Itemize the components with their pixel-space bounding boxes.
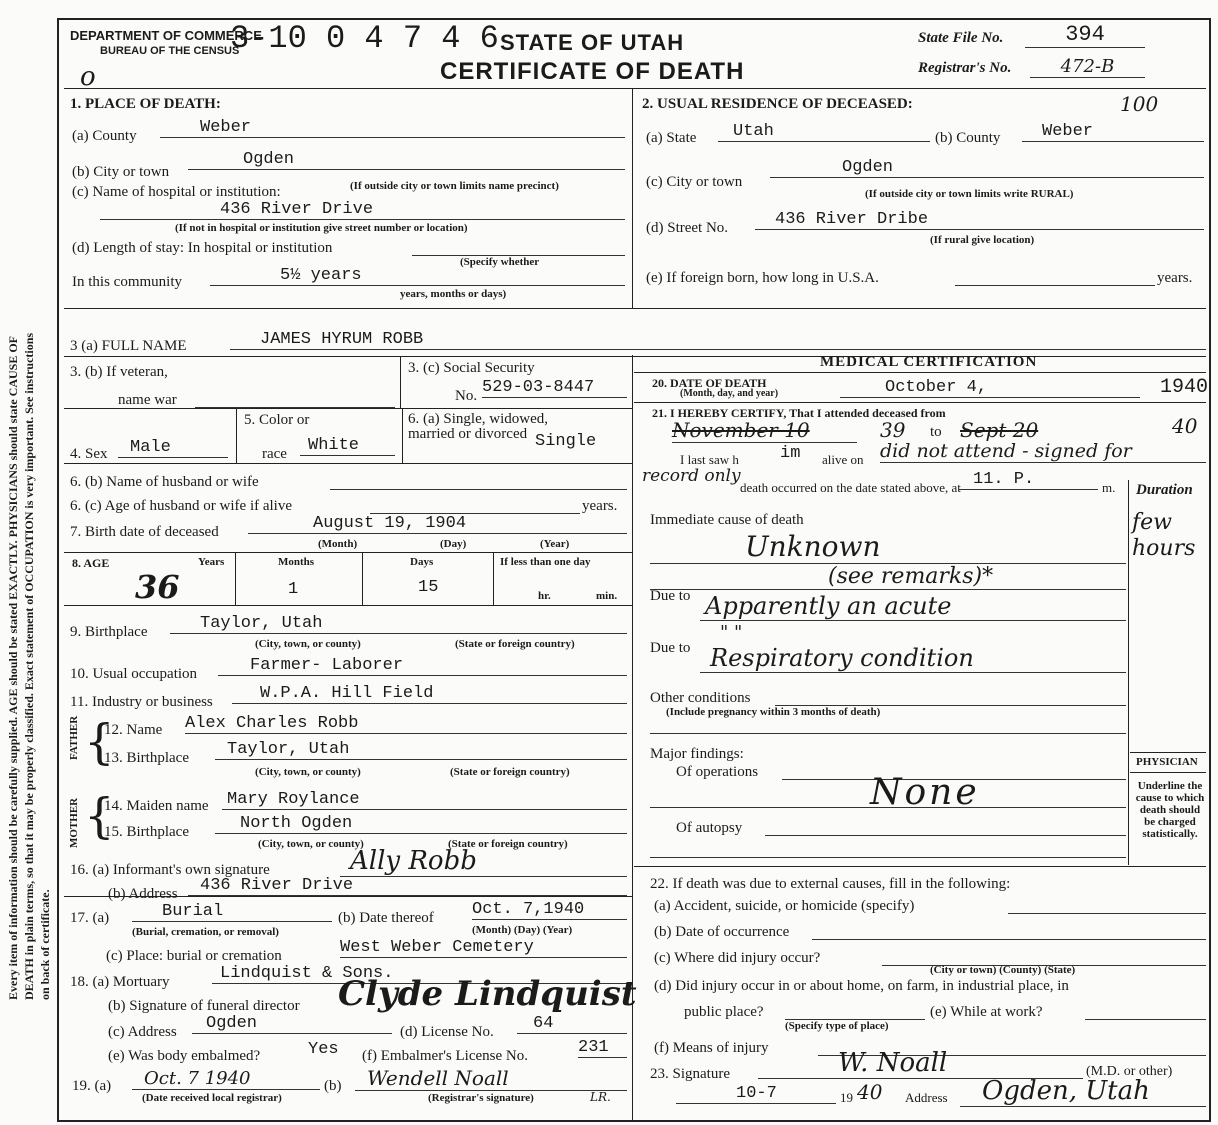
- external-divider: [634, 866, 1206, 867]
- residence-heading: 2. USUAL RESIDENCE OF DECEASED:: [642, 96, 913, 112]
- physician-label: PHYSICIAN: [1136, 756, 1198, 768]
- external-public-label: public place?: [684, 1004, 764, 1020]
- physician-bottom-line: [1130, 772, 1206, 773]
- burial-label: 17. (a): [70, 910, 110, 926]
- dod-year: 1940: [1160, 376, 1209, 399]
- received-date-value: Oct. 7 1940: [132, 1068, 320, 1090]
- birth-date-label: 7. Birth date of deceased: [70, 524, 219, 540]
- spouse-name-label: 6. (b) Name of husband or wife: [70, 474, 259, 490]
- attended-from: November 10: [672, 418, 857, 443]
- birthplace-value: Taylor, Utah: [170, 614, 627, 634]
- father-state-note: (State or foreign country): [450, 766, 570, 778]
- signature-date: 10-7: [676, 1084, 836, 1104]
- race-divider: [402, 408, 403, 463]
- license-label: (d) License No.: [400, 1024, 494, 1040]
- age-less-col: If less than one day: [500, 556, 591, 568]
- color-label: 5. Color or: [244, 412, 310, 428]
- full-name-value: JAMES HYRUM ROBB: [230, 330, 1206, 350]
- informant-address-value: 436 River Drive: [188, 876, 627, 896]
- medical-heading-line: [634, 372, 1206, 373]
- external-where-note: (City or town) (County) (State): [930, 964, 1076, 976]
- signature-year: 40: [857, 1080, 883, 1104]
- dod-label: 20. DATE OF DEATH: [652, 376, 767, 390]
- industry-label: 11. Industry or business: [70, 694, 213, 710]
- death-occurred-label: death occurred on the date stated above, at: [740, 480, 961, 495]
- embalmed-label: (e) Was body embalmed?: [108, 1048, 261, 1064]
- attended-from-year: 39: [880, 418, 906, 442]
- margin-instruction-3: on back of certificate.: [38, 889, 52, 1000]
- spouse-age-label: 6. (c) Age of husband or wife if alive: [70, 498, 293, 514]
- father-name-value: Alex Charles Robb: [185, 714, 627, 734]
- age-divider-3: [493, 552, 494, 605]
- external-work-label: (e) While at work?: [930, 1004, 1043, 1020]
- registrar-suffix: LR.: [590, 1090, 611, 1104]
- embalmer-license-label: (f) Embalmer's License No.: [362, 1048, 528, 1064]
- registrar-label: Registrar's No.: [918, 60, 1012, 76]
- hospital-label: (c) Name of hospital or institution:: [72, 184, 281, 200]
- informant-signature: Ally Robb: [340, 846, 627, 877]
- due-to-2-ditto: " ": [720, 622, 743, 643]
- full-name-label: 3 (a) FULL NAME: [70, 338, 187, 354]
- burial-date-label: (b) Date thereof: [338, 910, 434, 926]
- death-city-label: (b) City or town: [72, 164, 170, 180]
- foreign-years-label: years.: [1157, 270, 1193, 286]
- sex-value: Male: [118, 438, 228, 458]
- registrar-value: 472-B: [1030, 56, 1145, 78]
- hospital-note: (If outside city or town limits name precinct): [350, 180, 559, 192]
- autopsy-line-2: [650, 856, 1126, 858]
- spouse-years-label: years.: [582, 498, 618, 514]
- state-file-label: State File No.: [918, 30, 1004, 46]
- informant-sig-label: 16. (a) Informant's own signature: [70, 862, 270, 878]
- age-years-value: 36: [135, 568, 180, 606]
- burial-place-label: (c) Place: burial or cremation: [106, 948, 282, 964]
- res-street-value: 436 River Dribe: [755, 210, 1204, 230]
- attended-to-year: 40: [1172, 414, 1198, 438]
- top-column-divider: [632, 88, 633, 308]
- record-only-note: record only: [642, 466, 741, 486]
- mother-birthplace-value: North Ogden: [215, 814, 627, 834]
- death-county-label: (a) County: [72, 128, 137, 144]
- signature-address-label: Address: [905, 1090, 948, 1105]
- registrar-sig-note: (Registrar's signature): [428, 1092, 534, 1104]
- father-city-note: (City, town, or county): [255, 766, 361, 778]
- foreign-born-label: (e) If foreign born, how long in U.S.A.: [646, 270, 879, 286]
- external-heading: 22. If death was due to external causes, fill in the following:: [650, 876, 1011, 892]
- embalmed-value: Yes: [308, 1040, 339, 1059]
- bureau-label: BUREAU OF THE CENSUS: [100, 45, 240, 57]
- external-place-note: (Specify type of place): [785, 1020, 889, 1032]
- duration-divider: [1128, 480, 1129, 865]
- duration-value: few hours: [1132, 510, 1196, 561]
- autopsy-line: [765, 834, 1126, 836]
- death-time-m: m.: [1102, 480, 1116, 495]
- marital-bottom-line: [64, 463, 632, 464]
- res-rural-note: (If outside city or town limits write RURAL): [865, 188, 1074, 200]
- duration-label: Duration: [1136, 482, 1193, 498]
- community-label: In this community: [72, 274, 182, 290]
- dod-note: (Month, day, and year): [680, 388, 779, 399]
- death-time-value: 11. P.: [958, 470, 1098, 490]
- mother-name-value: Mary Roylance: [222, 790, 627, 810]
- father-birthplace-label: 13. Birthplace: [104, 750, 189, 766]
- margin-instruction-2: DEATH in plain terms, so that it may be properly classified. Exact statement of OCCUPATION is very important. See instructions: [22, 332, 36, 1000]
- license-value: 64: [517, 1014, 627, 1034]
- state-file-value: 394: [1025, 22, 1145, 48]
- embalmer-license-value: 231: [578, 1038, 627, 1058]
- director-label: (b) Signature of funeral director: [108, 998, 300, 1014]
- signature-year-prefix: 19: [840, 1090, 853, 1105]
- age-label: 8. AGE: [72, 556, 110, 570]
- other-conditions-note: (Include pregnancy within 3 months of death): [666, 706, 881, 718]
- mother-state-note: (State or foreign country): [448, 838, 568, 850]
- birth-date-value: August 19, 1904: [248, 514, 627, 534]
- mother-birthplace-label: 15. Birthplace: [104, 824, 189, 840]
- birth-year-note: (Year): [540, 538, 570, 550]
- received-label: 19. (a): [72, 1078, 112, 1094]
- ss-label: 3. (c) Social Security: [408, 360, 535, 376]
- birthplace-state-note: (State or foreign country): [455, 638, 575, 650]
- birthplace-city-note: (City, town, or county): [255, 638, 361, 650]
- mortuary-address-label: (c) Address: [108, 1024, 177, 1040]
- dod-bottom-line: [634, 402, 1206, 403]
- occupation-label: 10. Usual occupation: [70, 666, 198, 682]
- registrar-sig-label: (b): [324, 1078, 342, 1094]
- race-label: race: [262, 446, 287, 462]
- certify-label: 21. I HEREBY CERTIFY, That I attended deceased from: [652, 406, 946, 420]
- due-to-1-value: Apparently an acute: [700, 592, 1126, 621]
- physician-md-label: (M.D. or other): [1086, 1064, 1173, 1079]
- age-months-col: Months: [278, 556, 315, 568]
- age-min-label: min.: [596, 590, 618, 602]
- sex-label: 4. Sex: [70, 446, 108, 462]
- signature-address-value: Ogden, Utah: [960, 1076, 1206, 1107]
- spouse-name-line: [330, 488, 627, 490]
- external-date-line: [812, 938, 1206, 940]
- major-findings-label: Major findings:: [650, 746, 744, 762]
- ss-no-label: No.: [455, 388, 478, 404]
- res-city-value: Ogden: [770, 158, 1204, 178]
- sex-divider: [236, 408, 237, 463]
- attended-to: Sept 20: [960, 418, 1039, 442]
- header-mark: o: [80, 62, 96, 92]
- operations-line-2: [650, 806, 1126, 808]
- operations-label: Of operations: [676, 764, 759, 780]
- specify-note: (Specify whether: [460, 256, 540, 268]
- industry-value: W.P.A. Hill Field: [232, 684, 627, 704]
- veteran-bottom-line: [64, 408, 632, 409]
- burial-date-note: (Month) (Day) (Year): [472, 924, 573, 936]
- due-to-2-value: Respiratory condition: [700, 644, 1126, 673]
- immediate-cause-label: Immediate cause of death: [650, 512, 804, 528]
- due-to-2-label: Due to: [650, 640, 691, 656]
- state-title: STATE OF UTAH: [500, 30, 685, 55]
- operations-value: None: [870, 772, 980, 813]
- physician-top-line: [1130, 752, 1206, 753]
- age-hr-label: hr.: [538, 590, 551, 602]
- informant-bottom-line: [64, 896, 632, 897]
- mortuary-label: 18. (a) Mortuary: [70, 974, 170, 990]
- burial-value: Burial: [132, 902, 332, 922]
- res-state-value: Utah: [718, 122, 930, 142]
- father-name-label: 12. Name: [104, 722, 163, 738]
- external-means-label: (f) Means of injury: [654, 1040, 769, 1056]
- res-county-value: Weber: [1022, 122, 1204, 142]
- mother-label: MOTHER: [68, 797, 80, 848]
- residence-mark: 100: [1120, 92, 1159, 116]
- alive-on-value: did not attend - signed for: [880, 440, 1206, 463]
- age-days-value: 15: [418, 578, 439, 597]
- age-top-line: [64, 552, 632, 553]
- marital-label: 6. (a) Single, widowed, married or divorced: [408, 411, 548, 442]
- section-divider-1: [64, 308, 1206, 309]
- father-label: FATHER: [68, 715, 80, 760]
- attended-to-label: to: [930, 424, 942, 440]
- physician-sig-label: 23. Signature: [650, 1066, 730, 1082]
- res-city-label: (c) City or town: [646, 174, 743, 190]
- mother-name-label: 14. Maiden name: [104, 798, 209, 814]
- header-divider: [64, 88, 1206, 89]
- certificate-title: CERTIFICATE OF DEATH: [440, 58, 745, 85]
- mother-brace: {: [84, 788, 115, 844]
- margin-instruction-1: Every item of information should be carefully supplied. AGE should be stated EXACTLY. PHYSICIANS should state CAUSE OF: [6, 336, 20, 1000]
- age-months-value: 1: [288, 580, 299, 599]
- ymd-note: years, months or days): [400, 288, 507, 300]
- res-street-label: (d) Street No.: [646, 220, 729, 236]
- immediate-cause-value: Unknown: [650, 530, 1126, 564]
- alive-on-label: alive on: [822, 452, 864, 467]
- burial-date-value: Oct. 7,1940: [472, 900, 627, 920]
- birth-month-note: (Month): [318, 538, 358, 550]
- age-days-col: Days: [410, 556, 434, 568]
- immediate-cause-remarks: (see remarks)*: [650, 564, 1126, 590]
- serial-number: 3-10 0 4 7 4 6: [230, 20, 499, 57]
- res-county-label: (b) County: [935, 130, 1001, 146]
- place-of-death-heading: 1. PLACE OF DEATH:: [70, 96, 221, 112]
- other-conditions-label: Other conditions: [650, 690, 751, 706]
- dept-label: DEPARTMENT OF COMMERCE: [70, 28, 262, 43]
- res-rural-location-note: (If rural give location): [930, 234, 1035, 246]
- birthplace-label: 9. Birthplace: [70, 624, 148, 640]
- external-accident-label: (a) Accident, suicide, or homicide (specify): [654, 898, 915, 914]
- other-conditions-line-2: [650, 732, 1126, 734]
- due-to-1-label: Due to: [650, 588, 691, 604]
- father-brace: {: [84, 714, 115, 770]
- marital-value: Single: [535, 432, 597, 451]
- occupation-value: Farmer- Laborer: [218, 656, 627, 676]
- birth-day-note: (Day): [440, 538, 467, 550]
- burial-place-value: West Weber Cemetery: [340, 938, 627, 958]
- external-place-label: (d) Did injury occur in or about home, on farm, in industrial place, in: [654, 978, 1069, 994]
- age-divider-2: [362, 552, 363, 605]
- mortuary-value: Lindquist & Sons.: [212, 964, 627, 984]
- received-note: (Date received local registrar): [142, 1092, 282, 1104]
- director-signature: Clyde Lindquist: [338, 974, 637, 1014]
- ss-value: 529-03-8447: [482, 378, 627, 398]
- death-county-value: Weber: [160, 118, 625, 138]
- underline-note: Underline the cause to which death should be charged statistically.: [1135, 780, 1205, 840]
- external-work-line: [1085, 1018, 1206, 1020]
- registrar-signature: Wendell Noall: [355, 1066, 627, 1091]
- external-accident-line: [1008, 912, 1206, 914]
- mortuary-address-value: Ogden: [192, 1014, 392, 1034]
- stay-label: (d) Length of stay: In hospital or institution: [72, 240, 333, 256]
- hospital-value: 436 River Drive: [100, 200, 625, 220]
- external-where-label: (c) Where did injury occur?: [654, 950, 821, 966]
- veteran-label: 3. (b) If veteran,: [70, 364, 168, 380]
- res-state-label: (a) State: [646, 130, 697, 146]
- foreign-born-line: [955, 284, 1155, 286]
- dod-value: October 4,: [840, 378, 1140, 398]
- hospital-note-2: (If not in hospital or institution give street number or location): [175, 222, 468, 234]
- last-saw-im: im: [780, 444, 801, 463]
- veteran-divider: [400, 356, 401, 408]
- race-value: White: [300, 436, 395, 456]
- mother-city-note: (City, town, or county): [258, 838, 364, 850]
- death-city-value: Ogden: [188, 150, 625, 170]
- age-divider-1: [235, 552, 236, 605]
- father-birthplace-value: Taylor, Utah: [215, 740, 627, 760]
- burial-type-note: (Burial, cremation, or removal): [132, 926, 279, 938]
- physician-signature: W. Noall: [758, 1048, 1083, 1079]
- external-date-label: (b) Date of occurrence: [654, 924, 790, 940]
- medical-heading: MEDICAL CERTIFICATION: [820, 354, 1038, 370]
- community-value: 5½ years: [210, 266, 625, 286]
- autopsy-label: Of autopsy: [676, 820, 743, 836]
- last-saw-label: I last saw h: [680, 452, 739, 467]
- war-label: name war: [118, 392, 177, 408]
- age-years-col: Years: [198, 556, 225, 568]
- informant-address-label: (b) Address: [108, 886, 178, 902]
